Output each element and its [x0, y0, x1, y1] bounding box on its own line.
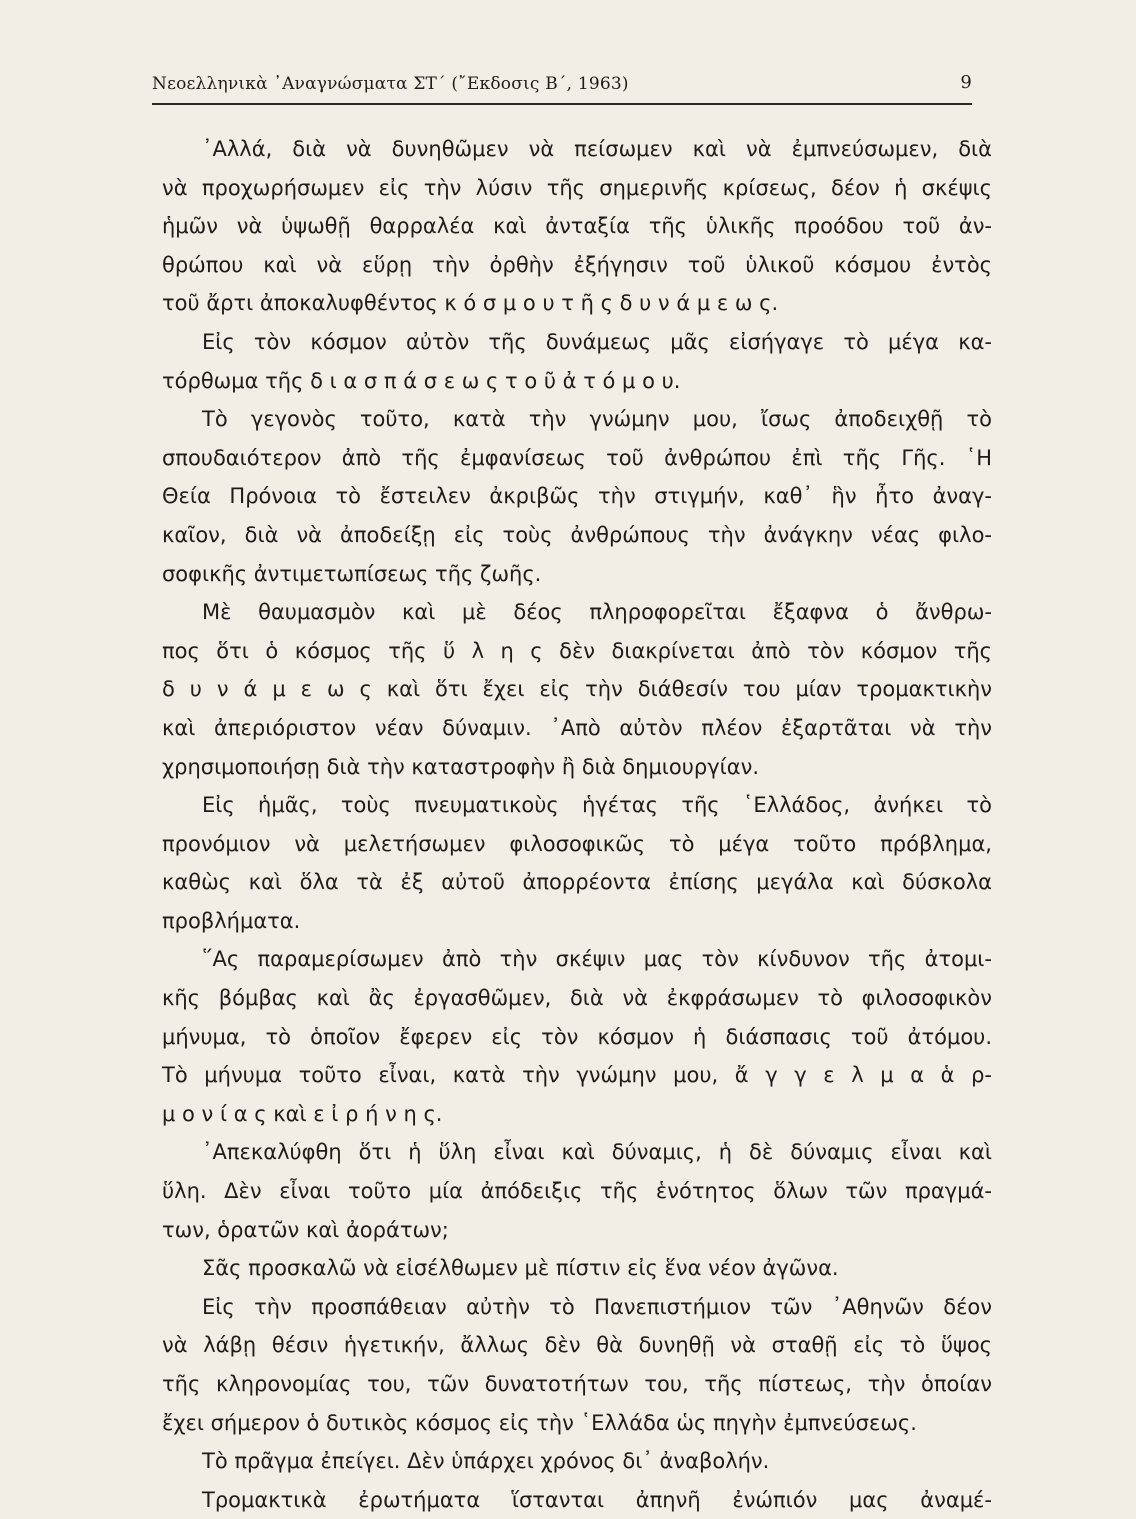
- running-title: Νεοελληνικὰ ᾿Αναγνώσματα ΣΤ΄ (῎Εκδοσις Β΄, 1963): [152, 74, 629, 94]
- text-line: πος ὅτι ὁ κόσμος τῆς ὕ λ η ς δὲν διακρίνεται ἀπὸ τὸν κόσμον τῆς: [162, 638, 992, 663]
- header-rule: [152, 103, 972, 105]
- text-line: Τρομακτικὰ ἐρωτήματα ἵστανται ἀπηνῆ ἐνώπιόν μας ἀναμέ-: [202, 1487, 992, 1512]
- text-line: Τὸ γεγονὸς τοῦτο, κατὰ τὴν γνώμην μου, ἴσως ἀποδειχθῇ τὸ: [202, 407, 992, 432]
- text-line: τῆς κληρονομίας του, τῶν δυνατοτήτων του, τῆς πίστεως, τὴν ὁποίαν: [162, 1372, 992, 1396]
- text-line: ᾿Αλλά, διὰ νὰ δυνηθῶμεν νὰ πείσωμεν καὶ νὰ ἐμπνεύσωμεν, διὰ: [202, 137, 992, 161]
- text-line: ἡμῶν νὰ ὑψωθῇ θαρραλέα καὶ ἀνταξία τῆς ὑλικῆς προόδου τοῦ ἀν-: [162, 214, 992, 239]
- text-line: Σᾶς προσκαλῶ νὰ εἰσέλθωμεν μὲ πίστιν εἰς ἕνα νέον ἀγῶνα.: [202, 1256, 839, 1281]
- page-number: 9: [960, 72, 972, 93]
- text-line: ῞Ας παραμερίσωμεν ἀπὸ τὴν σκέψιν μας τὸν κίνδυνον τῆς ἀτομι-: [202, 947, 992, 972]
- text-line: Εἰς τὸν κόσμον αὐτὸν τῆς δυνάμεως μᾶς εἰσήγαγε τὸ μέγα κα-: [202, 329, 992, 354]
- text-line: ᾿Απεκαλύφθη ὅτι ἡ ὕλη εἶναι καὶ δύναμις, ἡ δὲ δύναμις εἶναι καὶ: [202, 1140, 992, 1165]
- text-line: Μὲ θαυμασμὸν καὶ μὲ δέος πληροφορεῖται ἔξαφνα ὁ ἄνθρω-: [202, 600, 992, 625]
- text-line: προβλήματα.: [162, 908, 301, 933]
- text-line: Θεία Πρόνοια τὸ ἔστειλεν ἀκριβῶς τὴν στιγμήν, καθ᾿ ἣν ἦτο ἀναγ-: [162, 484, 992, 509]
- text-line: των, ὁρατῶν καὶ ἀοράτων;: [162, 1217, 449, 1242]
- text-line: ὕλη. Δὲν εἶναι τοῦτο μία ἀπόδειξις τῆς ἑνότητος ὅλων τῶν πραγμά-: [162, 1179, 992, 1204]
- text-line: νὰ προχωρήσωμεν εἰς τὴν λύσιν τῆς σημερινῆς κρίσεως, δέον ἡ σκέψις: [162, 175, 992, 200]
- text-line: Τὸ μήνυμα τοῦτο εἶναι, κατὰ τὴν γνώμην μου, ἄ γ γ ε λ μ α ἁ ρ-: [162, 1063, 992, 1088]
- text-line: θρώπου καὶ νὰ εὕρῃ τὴν ὀρθὴν ἐξήγησιν τοῦ ὑλικοῦ κόσμου ἐντὸς: [162, 252, 992, 277]
- text-line: μήνυμα, τὸ ὁποῖον ἔφερεν εἰς τὸν κόσμον ἡ διάσπασις τοῦ ἀτόμου.: [162, 1024, 992, 1049]
- text-line: καθὼς καὶ ὅλα τὰ ἐξ αὐτοῦ ἀπορρέοντα ἐπίσης μεγάλα καὶ δύσκολα: [162, 870, 992, 895]
- text-line: καὶ ἀπεριόριστον νέαν δύναμιν. ᾿Απὸ αὐτὸν πλέον ἐξαρτᾶται νὰ τὴν: [162, 715, 992, 740]
- text-line: κῆς βόμβας καὶ ἂς ἐργασθῶμεν, διὰ νὰ ἐκφράσωμεν τὸ φιλοσοφικὸν: [162, 986, 992, 1011]
- text-line: Εἰς ἡμᾶς, τοὺς πνευματικοὺς ἡγέτας τῆς ῾Ελλάδος, ἀνήκει τὸ: [202, 793, 992, 818]
- text-line: Τὸ πρᾶγμα ἐπείγει. Δὲν ὑπάρχει χρόνος δι᾿ ἀναβολήν.: [202, 1449, 770, 1474]
- text-line: σπουδαιότερον ἀπὸ τῆς ἐμφανίσεως τοῦ ἀνθρώπου ἐπὶ τῆς Γῆς. ῾Η: [162, 445, 992, 470]
- text-line: προνόμιον νὰ μελετήσωμεν φιλοσοφικῶς τὸ μέγα τοῦτο πρόβλημα,: [162, 831, 992, 856]
- text-line: καῖον, διὰ νὰ ἀποδείξῃ εἰς τοὺς ἀνθρώπους τὴν ἀνάγκην νέας φιλο-: [162, 522, 992, 547]
- text-line: ἔχει σήμερον ὁ δυτικὸς κόσμος εἰς τὴν ῾Ελλάδα ὡς πηγὴν ἐμπνεύσεως.: [162, 1410, 917, 1435]
- text-line: νὰ λάβῃ θέσιν ἡγετικήν, ἄλλως δὲν θὰ δυνηθῇ νὰ σταθῇ εἰς τὸ ὕψος: [162, 1333, 992, 1358]
- text-line: Εἰς τὴν προσπάθειαν αὐτὴν τὸ Πανεπιστήμιον τῶν ᾿Αθηνῶν δέον: [202, 1294, 992, 1319]
- running-header: [152, 70, 972, 102]
- text-line: χρησιμοποιήσῃ διὰ τὴν καταστροφὴν ἢ διὰ δημιουργίαν.: [162, 754, 760, 779]
- text-line: δ υ ν ά μ ε ω ς καὶ ὅτι ἔχει εἰς τὴν διάθεσίν του μίαν τρομακτικὴν: [162, 677, 992, 702]
- text-line: σοφικῆς ἀντιμετωπίσεως τῆς ζωῆς.: [162, 561, 542, 586]
- text-line: τόρθωμα τῆς δ ι α σ π ά σ ε ω ς τ ο ῦ ἀ τ ό μ ο υ.: [162, 368, 681, 393]
- text-line: μ ο ν ί α ς καὶ ε ἰ ρ ή ν η ς.: [162, 1101, 443, 1126]
- text-line: τοῦ ἄρτι ἀποκαλυφθέντος κ ό σ μ ο υ τ ῆ ς δ υ ν ά μ ε ω ς.: [162, 291, 779, 316]
- body-text: [162, 130, 992, 1519]
